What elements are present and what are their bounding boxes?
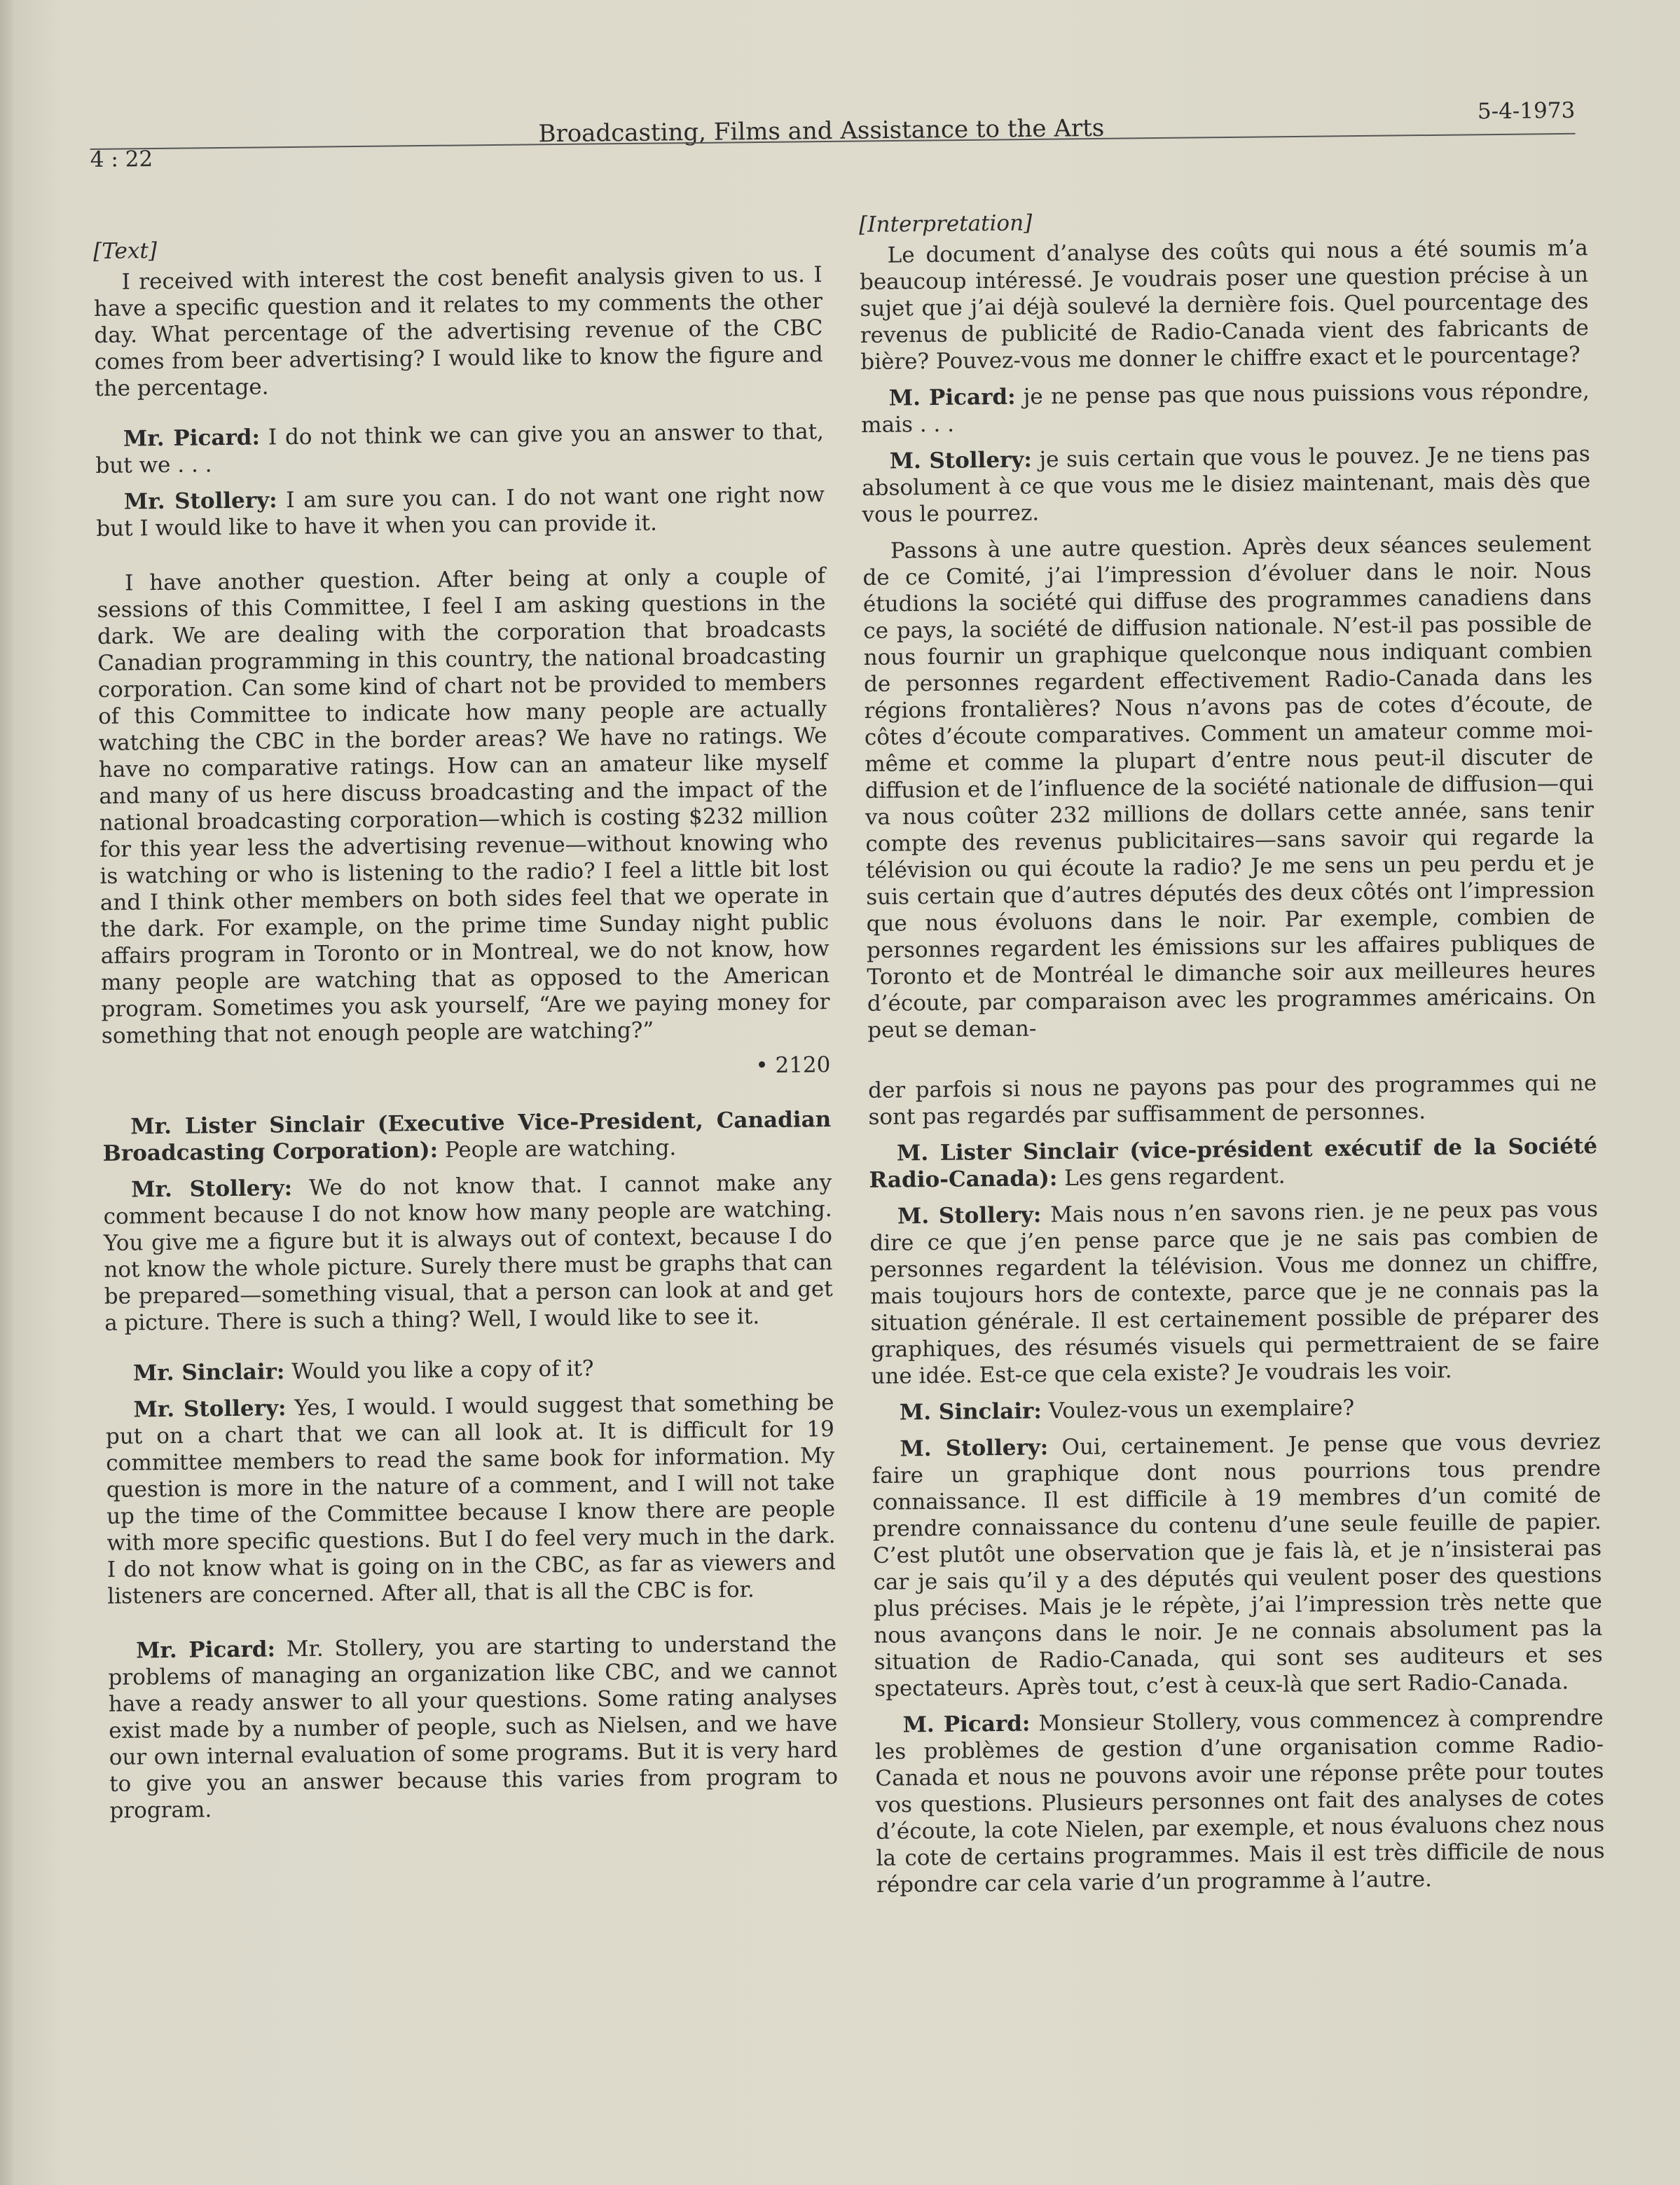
paragraph: M. Stollery: Oui, certainement. Je pense que vous devriez faire un graphique dont nous pourrions tous prendre connaissance. Il est difficile à 19 membres d’un comité de prendre connaissance du contenu d’une seule feuille de papier. C’est plutôt une observation que je fais là, et je n’insisterai pas car je sais qu’il y a des députés qui veulent poser des questions plus précises. Mais je le répète, j’ai l’impression très nette que nous avançons dans le noir. Je ne connais absolument pas la situation de Radio-Canada, qui sont ses auditeurs et ses spectateurs. Après tout, c’est à ceux-là que sert Radio-Canada.: [872, 1429, 1603, 1702]
speaker-name: M. Stollery:: [900, 1435, 1049, 1462]
speaker-name: Mr. Sinclair:: [132, 1359, 285, 1386]
paragraph: M. Lister Sinclair (vice-président exécutif de la Société Radio-Canada): Les gens regardent.: [869, 1133, 1598, 1193]
paragraph: M. Stollery: Mais nous n’en savons rien. je ne peux pas vous dire ce que j’en pense parce que je ne sais pas combien de personnes regardent la télévision. Vous me donnez un chiffre, mais toujours hors de contexte, parce que je ne connais pas la situation générale. Il est certainement possible de préparer des graphiques, des résumés visuels qui permettraient de se faire une idée. Est-ce que cela existe? Je voudrais les voir.: [869, 1197, 1600, 1389]
header-date: 5-4-1973: [1477, 97, 1576, 125]
paragraph: M. Picard: je ne pense pas que nous puissions vous répondre, mais . . .: [861, 378, 1590, 438]
paragraph: Mr. Picard: I do not think we can give you an answer to that, but we . . .: [95, 419, 825, 478]
time-marker: • 2120: [755, 1052, 831, 1079]
speaker-name: M. Lister Sinclair (vice-président exécutif de la Société Radio-Canada):: [869, 1133, 1598, 1193]
paragraph: M. Stollery: je suis certain que vous le pouvez. Je ne tiens pas absolument à ce que vous me le disiez maintenant, mais dès que vous le pourrez.: [861, 441, 1591, 528]
paragraph: Mr. Stollery: We do not know that. I cannot make any comment because I do not know how many people are watching. You give me a figure but it is always out of context, because I do not know the whole picture. Surely there must be graphs that can be prepared—something visual, that a person can look at and get a picture. There is such a thing? Well, I would like to see it.: [103, 1170, 833, 1336]
document-page: [13, 0, 1680, 2185]
paragraph: Passons à une autre question. Après deux séances seulement de ce Comité, j’ai l’impression d’évoluer dans le noir. Nous étudions la société qui diffuse des programmes canadiens dans ce pays, la société de diffusion nationale. N’est-il pas possible de nous fournir un graphique quelconque nous indiquant combien de personnes regardent effectivement Radio-Canada dans les régions frontalières? Nous n’avons pas de cotes d’écoute, de côtes d’écoute comparatives. Comment un amateur comme moi-même et comme la plupart d’entre nous peut-il discuter de diffusion et de l’influence de la société nationale de diffusion—qui va nous coûter 232 millions de dollars cette année, sans tenir compte des revenus publicitaires—sans savoir qui regarde la télévision ou qui écoute la radio? Je me sens un peu perdu et je suis certain que d’autres députés des deux côtés ont l’impression que nous évoluons dans le noir. Par exemple, combien de personnes regardent les émissions sur les affaires publiques de Toronto et de Montréal le dimanche soir aux meilleures heures d’écoute, par comparaison avec les programmes américains. On peut se deman-: [862, 531, 1596, 1043]
speaker-name: M. Stollery:: [897, 1202, 1042, 1229]
paragraph: Le document d’analyse des coûts qui nous a été soumis m’a beaucoup intéressé. Je voudrais poser une question précise à un sujet que j’ai déjà soulevé la dernière fois. Quel pourcentage des revenus de publicité de Radio-Canada vient des fabricants de bière? Pouvez-vous me donner le chiffre exact et le pourcentage?: [859, 235, 1589, 375]
speaker-name: M. Sinclair:: [899, 1398, 1042, 1426]
speaker-name: Mr. Picard:: [123, 425, 261, 452]
speaker-name: M. Picard:: [888, 384, 1016, 411]
section-label: [Interpretation]: [859, 210, 1033, 237]
page-number: 4 : 22: [90, 146, 153, 172]
speaker-name: Mr. Picard:: [135, 1636, 276, 1664]
section-label: [Text]: [93, 238, 158, 264]
speaker-name: Mr. Lister Sinclair (Executive Vice-President, Canadian Broadcasting Corporation):: [102, 1107, 832, 1166]
paragraph: I have another question. After being at only a couple of sessions of this Committee, I feel I am asking questions in the dark. We are dealing with the corporation that broadcasts Canadian programming in this country, the national broadcasting corporation. Can some kind of chart not be provided to members of this Committee to indicate how many people are actually watching the CBC in the border areas? We have no ratings. We have no comparative ratings. How can an amateur like myself and many of us here discuss broadcasting and the impact of the national broadcasting corporation—which is costing $232 million for this year less the advertising revenue—without knowing who is watching or who is listening to the radio? I feel a little bit lost and I think other members on both sides feel that we operate in the dark. For example, on the prime time Sunday night public affairs program in Toronto or in Montreal, we do not know, how many people are watching that as opposed to the American program. Sometimes you ask yourself, “Are we paying money for something that not enough people are watching?”: [97, 563, 830, 1049]
speaker-name: M. Stollery:: [889, 447, 1033, 474]
paragraph: der parfois si nous ne payons pas pour des programmes qui ne sont pas regardés par suffisamment de personnes.: [867, 1070, 1597, 1130]
speaker-name: M. Picard:: [902, 1711, 1031, 1738]
english-column: [93, 230, 839, 1834]
paragraph: Mr. Picard: Mr. Stollery, you are starting to understand the problems of managing an organization like CBC, and we cannot have a ready answer to all your questions. Some rating analyses exist made by a number of people, such as Nielsen, and we have our own internal evaluation of some programs. But it is very hard to give you an answer because this varies from program to program.: [108, 1630, 839, 1824]
paragraph: I received with interest the cost benefit analysis given to us. I have a specific question and it relates to my comments the other day. What percentage of the advertising revenue of the CBC comes from beer advertising? I would like to know the figure and the percentage.: [93, 262, 823, 401]
paragraph: Mr. Sinclair: Would you like a copy of it?: [132, 1356, 594, 1386]
paragraph: M. Sinclair: Voulez-vous un exemplaire?: [899, 1395, 1355, 1426]
paragraph: M. Picard: Monsieur Stollery, vous commencez à comprendre les problèmes de gestion d’une organisation comme Radio-Canada et nous ne pouvons avoir une réponse prête pour toutes vos questions. Plusieurs personnes ont fait des analyses de cotes d’écoute, la cote Nielen, par exemple, et nous évaluons chez nous la cote de certains programmes. Mais il est très difficile de nous répondre car cela varie d’un programme à l’autre.: [874, 1704, 1605, 1898]
speaker-name: Mr. Stollery:: [123, 488, 277, 515]
french-column: [859, 204, 1605, 1908]
running-header: [90, 90, 1576, 172]
paragraph: Mr. Stollery: Yes, I would. I would suggest that something be put on a chart that we can all look at. It is difficult for 19 committee members to read the same book for information. My question is more in the nature of a comment, and I will not take up the time of the Committee because I know there are people with more specific questions. But I do feel very much in the dark. I do not know what is going on in the CBC, as far as viewers and listeners are concerned. After all, that is all the CBC is for.: [105, 1390, 836, 1609]
speaker-name: Mr. Stollery:: [131, 1176, 293, 1203]
paragraph: Mr. Stollery: I am sure you can. I do not want one right now but I would like to have it when you can provide it.: [96, 482, 825, 542]
paragraph: Mr. Lister Sinclair (Executive Vice-President, Canadian Broadcasting Corporation): People are watching.: [102, 1107, 832, 1166]
header-title: Broadcasting, Films and Assistance to the Arts: [538, 113, 1105, 149]
speaker-name: Mr. Stollery:: [133, 1395, 287, 1423]
